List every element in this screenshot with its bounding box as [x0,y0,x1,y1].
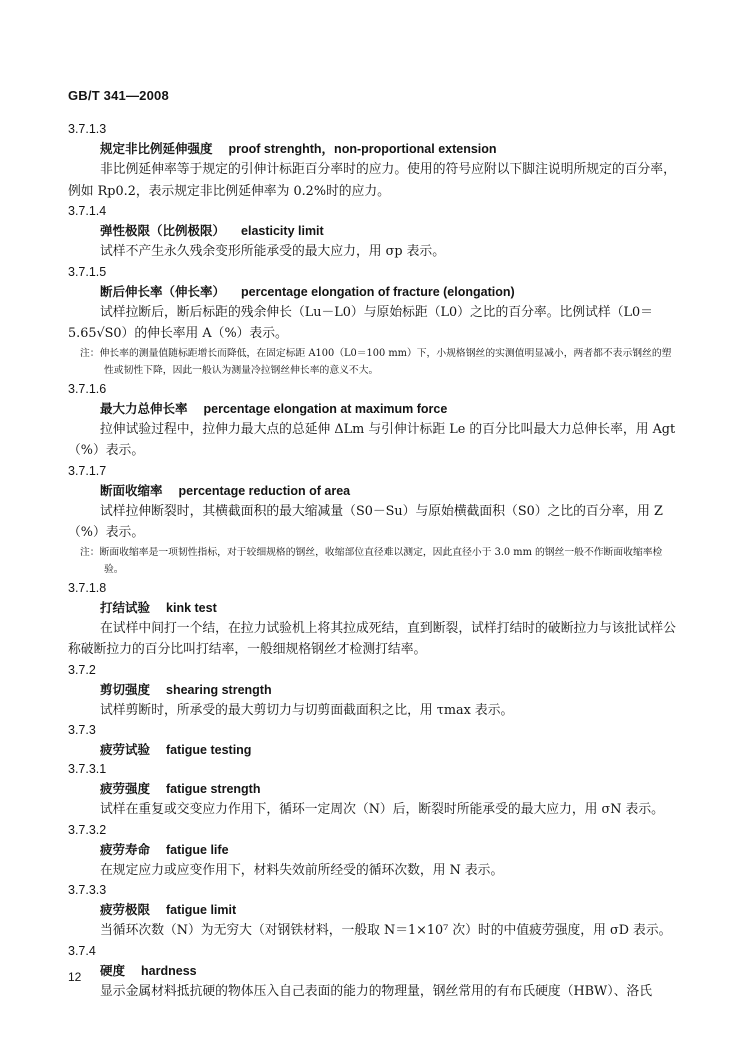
definition-text: 拉伸试验过程中，拉伸力最大点的总延伸 ΔLm 与引伸计标距 Le 的百分比叫最大力总伸长率，用 Agt（%）表示。 [68,421,676,458]
term-en: elasticity limit [241,224,324,238]
term-en: percentage elongation at maximum force [203,401,448,416]
term-zh: 断后伸长率（伸长率） [100,283,226,299]
term-zh: 最大力总伸长率 [100,400,188,416]
term-heading [100,481,680,501]
term-zh: 疲劳强度 [100,781,151,796]
clause-number: 3.7.4 [68,943,96,958]
clause-number: 3.7.1.8 [68,580,107,595]
term-zh: 打结试验 [100,599,151,615]
note-text: 注：断面收缩率是一项韧性指标，对于较细规格的钢丝，收缩部位直径难以测定，因此直径小于 3.0 mm 的钢丝一般不作断面收缩率检验。 [80,546,663,575]
term-heading [100,282,680,302]
definition-text: 试样不产生永久残余变形所能承受的最大应力，用 σp 表示。 [100,244,445,259]
definition-text: 试样拉断后，断后标距的残余伸长（Lu－L0）与原始标距（L0）之比的百分率。比例试样（L0＝5.65√S0）的伸长率用 A（%）表示。 [68,304,653,341]
term-heading [100,900,680,920]
term-heading [100,840,680,860]
clause-number: 3.7.1.3 [68,122,107,136]
page-number: 12 [68,970,82,984]
term-zh: 硬度 [100,962,126,978]
clause-number: 3.7.3 [68,723,96,737]
term-heading [100,399,680,419]
term-heading [100,779,680,799]
note-text: 注：伸长率的测量值随标距增长而降低，在固定标距 A100（L0＝100 mm）下，小规格钢丝的实测值明显减小，两者都不表示钢丝的塑性或韧性下降，因此一般认为测量冷拉钢丝伸长率的意义不大。 [80,347,672,376]
term-heading [100,961,680,981]
term-zh: 疲劳极限 [100,902,151,917]
term-en: proof strenghth，non-proportional extension [228,142,497,156]
definition-text: 显示金属材料抵抗硬的物体压入自己表面的能力的物理量，钢丝常用的有布氏硬度（HBW）、洛氏 [100,983,652,999]
definition-text: 非比例延伸率等于规定的引伸计标距百分率时的应力。使用的符号应附以下脚注说明所规定的百分率，例如 Rp0.2，表示规定非比例延伸率为 0.2%时的应力。 [68,162,676,199]
term-heading [100,740,680,760]
standard-code: GB/T 341—2008 [68,88,169,103]
definition-text: 试样拉伸断裂时，其横截面积的最大缩减量（S0－Su）与原始横截面积（S0）之比的百分率，用 Z（%）表示。 [68,503,663,540]
term-en: fatigue testing [166,743,252,757]
document-body [68,120,680,1002]
term-heading [100,221,680,241]
clause-number: 3.7.3.2 [68,822,107,837]
term-en: percentage reduction of area [178,483,351,498]
term-en: fatigue limit [166,903,237,917]
definition-text: 试样剪断时，所承受的最大剪切力与切剪面截面积之比，用 τmax 表示。 [100,702,514,718]
term-en: fatigue life [166,842,229,857]
definition-text: 在规定应力或应变作用下，材料失效前所经受的循环次数，用 N 表示。 [100,862,504,878]
term-zh: 断面收缩率 [100,482,163,498]
term-heading [100,680,680,700]
term-heading [100,139,680,159]
clause-number: 3.7.3.3 [68,883,107,897]
term-zh: 疲劳试验 [100,742,151,757]
clause-number: 3.7.2 [68,662,96,677]
term-zh: 弹性极限（比例极限） [100,223,226,238]
clause-number: 3.7.1.5 [68,264,107,279]
definition-text: 在试样中间打一个结，在拉力试验机上将其拉成死结，直到断裂，试样打结时的破断拉力与该批试样公称破断拉力的百分比叫打结率，一般细规格钢丝才检测打结率。 [68,620,676,657]
term-zh: 疲劳寿命 [100,841,151,857]
term-zh: 剪切强度 [100,681,151,697]
clause-number: 3.7.1.7 [68,463,107,478]
clause-number: 3.7.1.6 [68,381,107,396]
term-en: percentage elongation of fracture (elongation) [241,284,515,299]
definition-text: 当循环次数（N）为无穷大（对钢铁材料，一般取 N＝1×10⁷ 次）时的中值疲劳强度，用 σD 表示。 [100,923,672,938]
term-en: shearing strength [166,682,272,697]
term-en: hardness [141,963,197,978]
term-zh: 规定非比例延伸强度 [100,141,213,156]
term-heading [100,598,680,618]
definition-text: 试样在重复或交变应力作用下，循环一定周次（N）后，断裂时所能承受的最大应力，用 σN 表示。 [100,802,664,817]
term-en: kink test [166,600,217,615]
clause-number: 3.7.3.1 [68,762,107,776]
term-en: fatigue strength [166,782,261,796]
clause-number: 3.7.1.4 [68,204,107,218]
